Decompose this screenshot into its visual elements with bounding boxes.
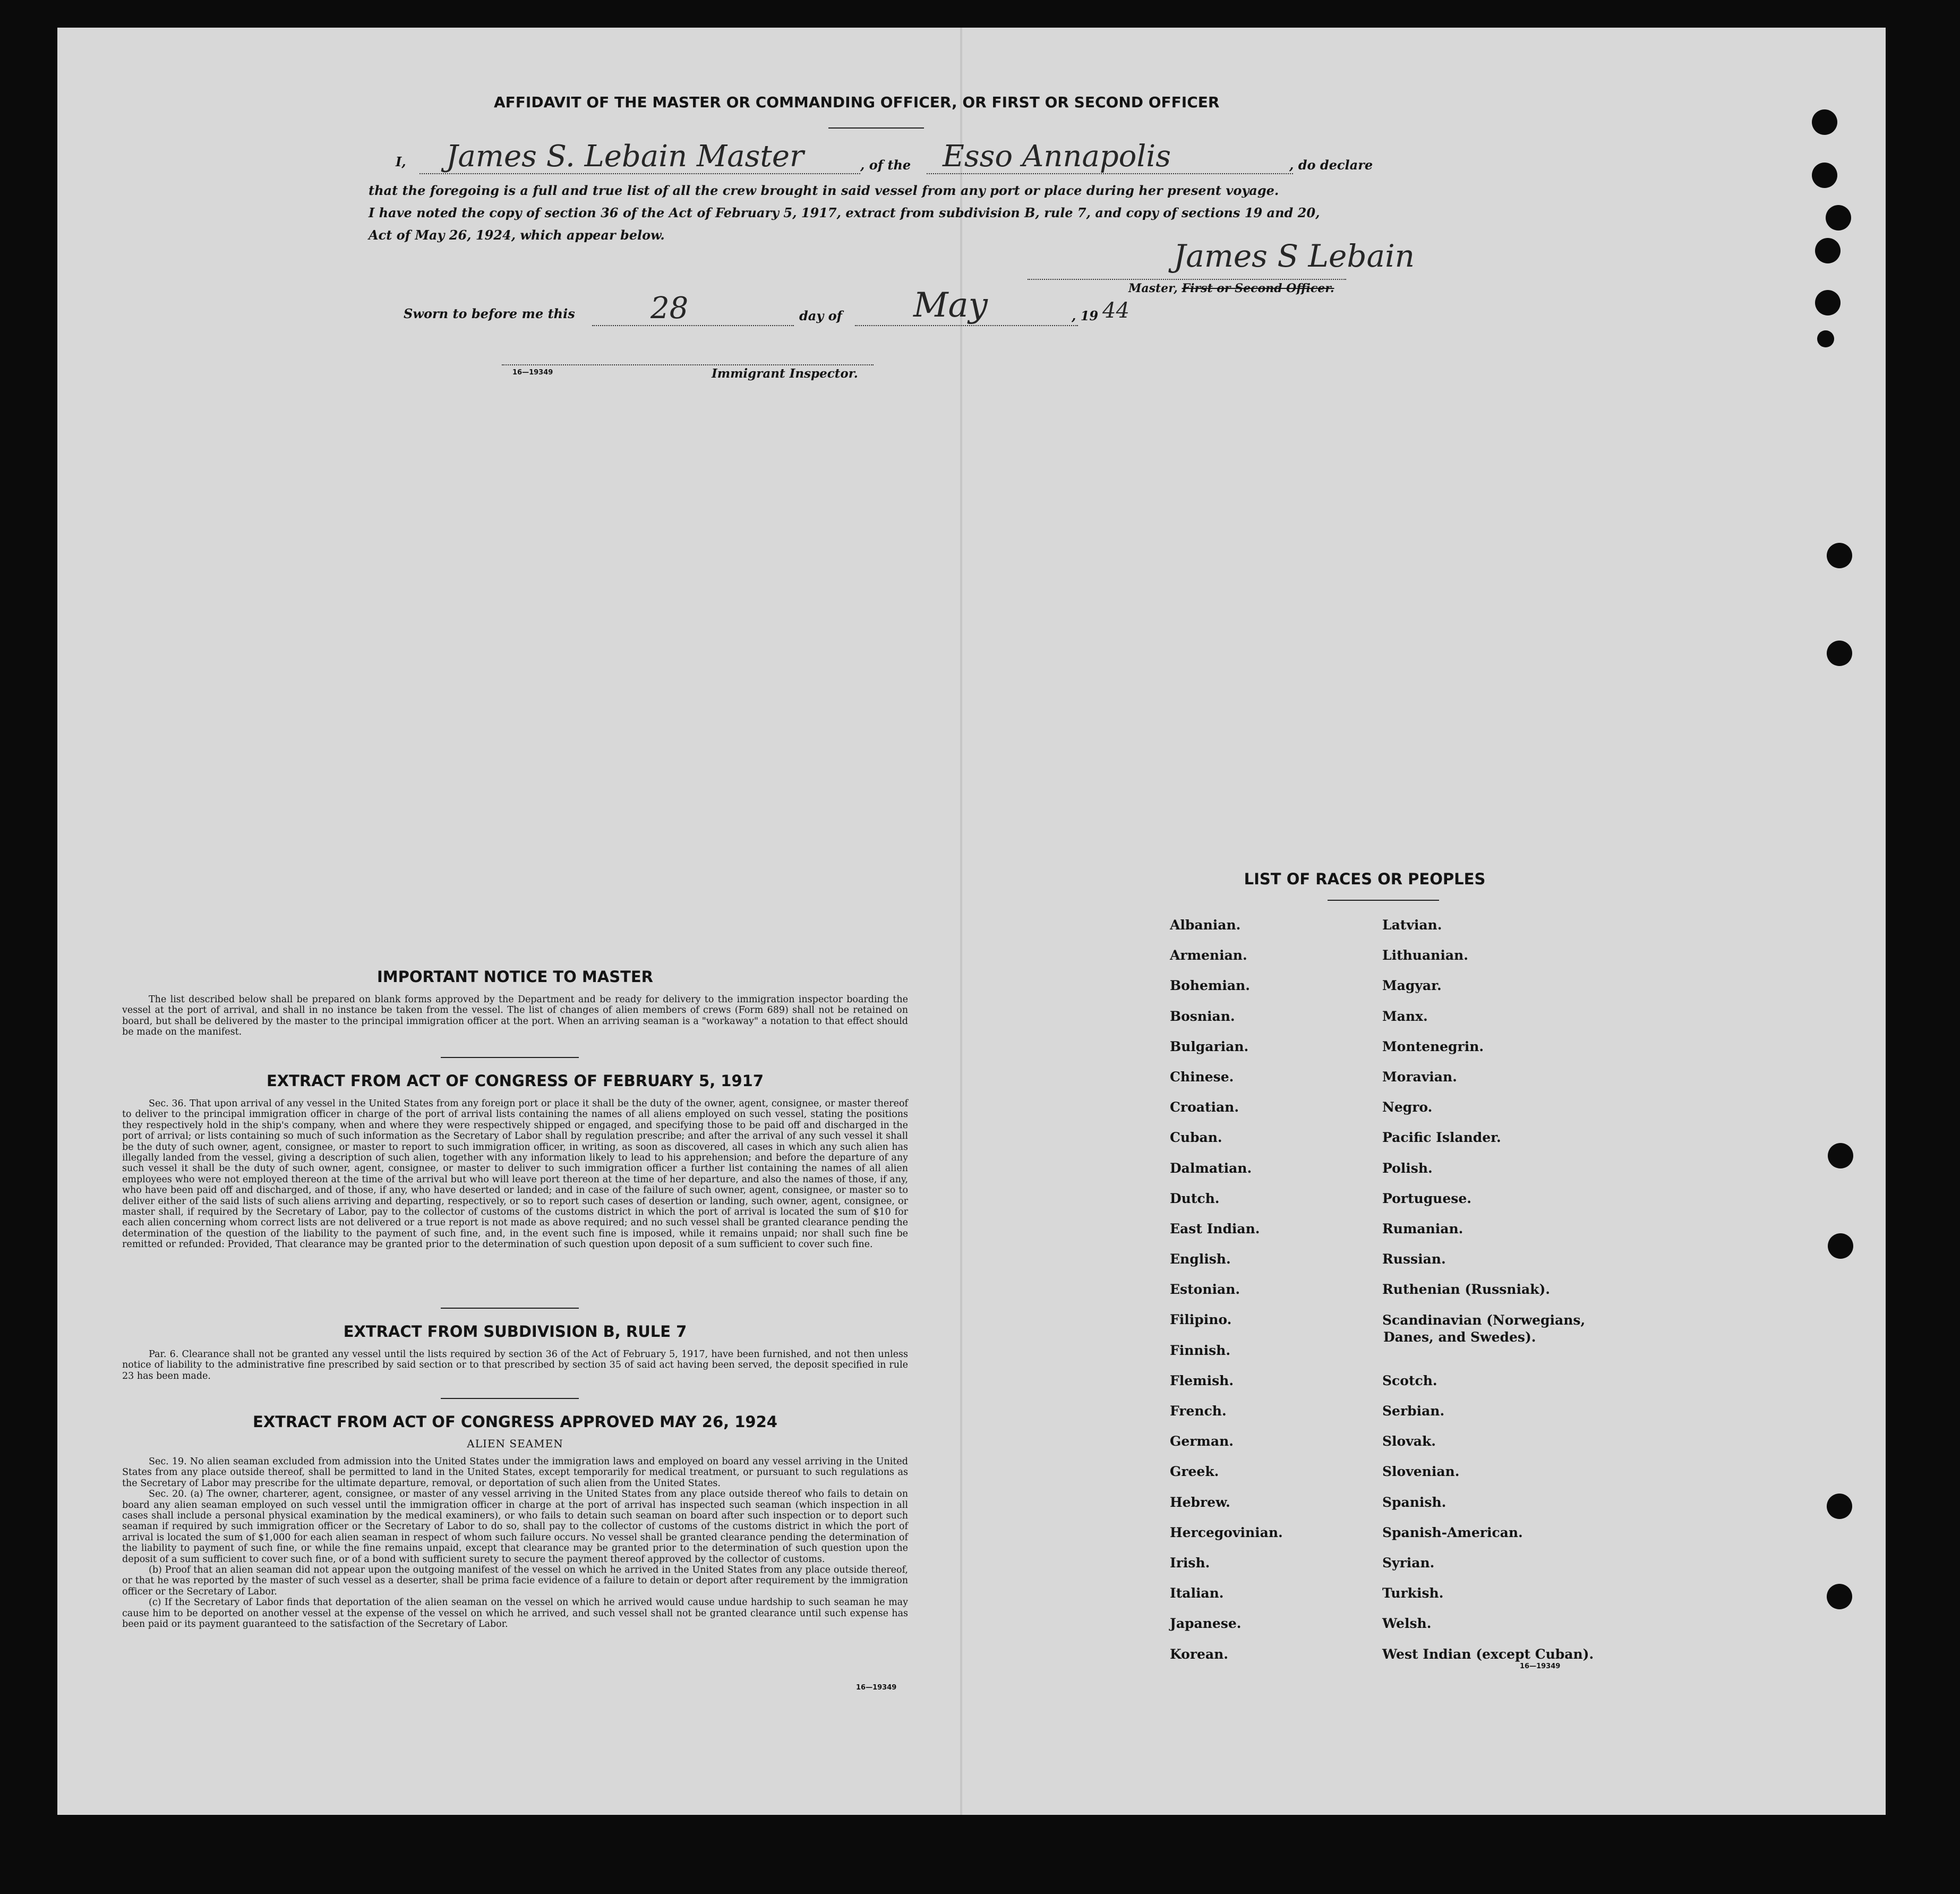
race-item: Magyar. [1382, 978, 1442, 994]
sworn-month-handwritten: May [913, 286, 988, 325]
races-column-1 [1170, 917, 1283, 1677]
scandinavian-line-1: Scandinavian (Norwegians, [1382, 1312, 1586, 1328]
race-item: Albanian. [1170, 917, 1241, 933]
race-item: Syrian. [1382, 1555, 1435, 1571]
punch-hole [1812, 163, 1837, 188]
race-item: Lithuanian. [1382, 948, 1468, 963]
race-item: Negro. [1382, 1099, 1433, 1115]
punch-hole [1828, 1143, 1853, 1168]
sworn-day-handwritten: 28 [651, 291, 689, 326]
punch-hole [1815, 290, 1841, 315]
divider-3 [441, 1398, 579, 1399]
race-item: Estonian. [1170, 1282, 1240, 1298]
extract-form-number: 16—19349 [856, 1684, 897, 1692]
scandinavian-line-2: Danes, and Swedes). [1383, 1329, 1536, 1345]
notice-body [122, 994, 908, 1038]
race-item: Bulgarian. [1170, 1038, 1249, 1054]
race-item: Japanese. [1170, 1616, 1242, 1632]
title-underline [828, 127, 924, 129]
extract-rule7-title: EXTRACT FROM SUBDIVISION B, RULE 7 [343, 1323, 687, 1341]
race-item: Hercegovinian. [1170, 1524, 1283, 1540]
sworn-month-line [855, 325, 1078, 326]
punch-hole [1826, 205, 1851, 231]
punch-hole [1815, 238, 1841, 263]
signature-caption [1128, 281, 1334, 295]
race-item: Serbian. [1382, 1403, 1445, 1419]
race-item: Polish. [1382, 1160, 1433, 1176]
race-item: German. [1170, 1434, 1234, 1449]
section-20b-paragraph: (b) Proof that an alien seaman did not appear upon the outgoing manifest of the vessel on which he arrived in the United States from any place outside thereof, or that he was reported by the master of such vessel as a deserter, shall be prima facie evidence of a failure to detain or deport after requirement by the immigration officer or the Secretary of Labor. [122, 1565, 908, 1597]
affidavit-title: AFFIDAVIT OF THE MASTER OR COMMANDING OFFICER, OR FIRST OR SECOND OFFICER [494, 93, 1220, 111]
of-the-label: , of the [860, 157, 911, 173]
section-36-paragraph: Sec. 36. That upon arrival of any vessel in the United States from any foreign port or place it shall be the duty of the owner, agent, consignee, or master thereof to deliver to the principal immigration officer in charge of the port of arrival lists containing the names of all aliens employed on such vessel, stating the positions they respectively hold in the ship's company, when and where they were respectively shipped or engaged, and specifying those to be paid off and discharged in the port of arrival; or lists containing so much of such information as the Secretary of Labor shall by regulation prescribe; and after the arrival of any such vessel it shall be the duty of such owner, agent, consignee, or master to report to such immigration officer, in writing, as soon as discovered, all cases in which any such alien has illegally landed from the vessel, giving a description of such alien, together with any information likely to lead to his apprehension; and before the departure of any such vessel it shall be the duty of such owner, agent, consignee, or master to deliver to such immigration officer a further list containing the names of all alien employees who were not employed thereon at the time of the arrival but who will leave port thereon at the time of her departure, and also the names of those, if any, who have been paid off and discharged, and of those, if any, who have deserted or landed; and in case of the failure of such owner, agent, consignee, or master so to deliver either of the said lists of such aliens arriving and departing, respectively, or so to report such cases of desertion or landing, such owner, agent, consignee, or master shall, if required by the Secretary of Labor, pay to the collector of customs of the customs district in which the port of arrival is located the sum of $10 for each alien concerning whom correct lists are not delivered or a true report is not made as above required; and no such vessel shall be granted clearance pending the determination of the question of the liability to the payment of such fine, and, in the event such fine is imposed, while it remains unpaid; nor shall such fine be remitted or refunded: Provided, That clearance may be granted prior to the determination of such question upon deposit of a sum sufficient to cover such fine. [122, 1098, 908, 1250]
year-prefix: , 19 [1072, 308, 1099, 323]
punch-hole [1827, 543, 1852, 568]
alien-seamen-subtitle: ALIEN SEAMEN [467, 1437, 563, 1450]
race-item: Slovak. [1382, 1434, 1436, 1449]
extract-1924-body [122, 1456, 908, 1630]
divider-1 [441, 1057, 579, 1058]
section-20a-paragraph: Sec. 20. (a) The owner, charterer, agent, consignee, or master of any vessel arriving in the United States from any place outside thereof who fails to detain on board any alien seaman employed on such vessel until the immigration officer in charge at the port of arrival has inspected such seaman (which inspection in all cases shall include a personal physical examination by the medical examiners), or who fails to detain such seaman on board after such inspection or to deport such seaman if required by such immigration officer or the Secretary of Labor to do so, shall pay to the collector of customs of the customs district in which the port of arrival is located the sum of $1,000 for each alien seaman in respect of whom such failure occurs. No vessel shall be granted clearance pending the determination of the liability to payment of such fine, or while the fine remains unpaid, except that clearance may be granted prior to the determination of such question upon the deposit of a sum sufficient to cover such fine, or of a bond with sufficient surety to secure the payment thereof approved by the collector of customs. [122, 1489, 908, 1565]
punch-hole [1827, 641, 1852, 666]
master-signature: James S Lebain [1174, 238, 1415, 274]
race-item: French. [1170, 1403, 1227, 1419]
race-item: Spanish-American. [1382, 1524, 1523, 1540]
race-item: East Indian. [1170, 1221, 1260, 1236]
race-item: Russian. [1382, 1251, 1446, 1267]
affidavit-line-3: I have noted the copy of section 36 of the Act of February 5, 1917, extract from subdivision B, rule 7, and copy of sections 19 and 20, [369, 205, 1320, 220]
races-title-underline [1328, 900, 1439, 901]
sworn-day-line [592, 325, 794, 326]
race-item: Cuban. [1170, 1130, 1222, 1146]
race-item: Croatian. [1170, 1099, 1239, 1115]
race-item: Italian. [1170, 1585, 1224, 1601]
race-item: Bohemian. [1170, 978, 1250, 994]
extract-1924-title: EXTRACT FROM ACT OF CONGRESS APPROVED MAY 26, 1924 [253, 1413, 777, 1431]
signature-caption-master: Master, [1128, 281, 1178, 295]
master-name-handwritten: James S. Lebain Master [446, 139, 804, 174]
affidavit-form-number: 16—19349 [512, 369, 553, 377]
affidavit-line-4: Act of May 26, 1924, which appear below. [369, 227, 665, 243]
day-of-label: day of [799, 308, 842, 323]
race-item: English. [1170, 1251, 1231, 1267]
races-title: LIST OF RACES OR PEOPLES [1244, 870, 1486, 888]
punch-hole [1828, 1233, 1853, 1259]
race-item-scandinavian [1382, 1312, 1594, 1372]
punch-hole [1817, 330, 1834, 347]
race-item: Flemish. [1170, 1372, 1234, 1388]
races-column-2 [1382, 917, 1594, 1677]
divider-2 [441, 1308, 579, 1309]
race-item: Pacific Islander. [1382, 1130, 1501, 1146]
section-19-paragraph: Sec. 19. No alien seaman excluded from admission into the United States under the immigration laws and employed on board any vessel arriving in the United States from any place outside thereof, shall be permitted to land in the United States, except temporarily for medical treatment, or pursuant to such regulations as the Secretary of Labor may prescribe for the ultimate departure, removal, or deportation of such alien from the United States. [122, 1456, 908, 1489]
affidavit-line-2: that the foregoing is a full and true list of all the crew brought in said vessel from any port or place during her present voyage. [369, 183, 1279, 198]
race-item: Manx. [1382, 1008, 1428, 1024]
race-item: Spanish. [1382, 1494, 1447, 1510]
race-item: Dalmatian. [1170, 1160, 1252, 1176]
race-item: Scotch. [1382, 1372, 1437, 1388]
race-item: Chinese. [1170, 1069, 1234, 1085]
punch-hole [1827, 1494, 1852, 1519]
race-item: Slovenian. [1382, 1464, 1460, 1480]
extract-rule7-body [122, 1349, 908, 1381]
inspector-label: Immigrant Inspector. [712, 366, 858, 381]
extract-1917-title: EXTRACT FROM ACT OF CONGRESS OF FEBRUARY 5, 1917 [266, 1072, 764, 1090]
do-declare-label: , do declare [1289, 157, 1373, 173]
notice-paragraph: The list described below shall be prepared on blank forms approved by the Department and be ready for delivery to the immigration inspector boarding the vessel at the port of arrival, and shall in no instance be taken from the vessel. The list of changes of alien members of crews (Form 689) shall not be retained on board, but shall be delivered by the master to the principal immigration officer at the port. When an arriving seaman is a "workaway" a notation to that effect should be made on the manifest. [122, 994, 908, 1038]
notice-title: IMPORTANT NOTICE TO MASTER [376, 968, 654, 986]
race-item: Turkish. [1382, 1585, 1444, 1601]
extract-1917-body [122, 1098, 908, 1250]
year-suffix-handwritten: 44 [1102, 298, 1129, 323]
punch-hole [1827, 1584, 1852, 1609]
race-item: Armenian. [1170, 948, 1247, 963]
signature-line [1028, 279, 1346, 280]
race-item: Welsh. [1382, 1616, 1432, 1632]
race-item: West Indian (except Cuban). [1382, 1646, 1594, 1662]
rule-7-paragraph: Par. 6. Clearance shall not be granted any vessel until the lists required by section 36 of the Act of February 5, 1917, have been furnished, and not then unless notice of liability to the administrative fine prescribed by said section or to that prescribed by section 35 of said act having been served, the deposit specified in rule 23 has been made. [122, 1349, 908, 1381]
race-item: Portuguese. [1382, 1190, 1471, 1206]
race-item: Montenegrin. [1382, 1038, 1484, 1054]
race-item: Dutch. [1170, 1190, 1220, 1206]
race-item: Finnish. [1170, 1342, 1231, 1358]
race-item: Korean. [1170, 1646, 1229, 1662]
race-item: Filipino. [1170, 1312, 1232, 1328]
inspector-line [502, 364, 874, 365]
race-item: Bosnian. [1170, 1008, 1235, 1024]
vessel-name-handwritten: Esso Annapolis [943, 139, 1171, 174]
punch-hole [1812, 109, 1837, 135]
race-item: Greek. [1170, 1464, 1219, 1480]
affidavit-i-label: I, [396, 154, 406, 169]
race-item: Ruthenian (Russniak). [1382, 1282, 1550, 1298]
race-item: Hebrew. [1170, 1494, 1230, 1510]
race-item: Irish. [1170, 1555, 1210, 1571]
signature-caption-struck: First or Second Officer. [1182, 281, 1334, 295]
races-form-number: 16—19349 [1520, 1662, 1561, 1670]
section-20c-paragraph: (c) If the Secretary of Labor finds that deportation of the alien seaman on the vessel on which he arrived would cause undue hardship to such seaman he may cause him to be deported on another vessel at the expense of the vessel on which he arrived, and such vessel shall not be granted clearance until such expense has been paid or its payment guaranteed to the satisfaction of the Secretary of Labor. [122, 1597, 908, 1630]
race-item: Latvian. [1382, 917, 1442, 933]
race-item: Moravian. [1382, 1069, 1457, 1085]
race-item: Rumanian. [1382, 1221, 1463, 1236]
sworn-label: Sworn to before me this [404, 306, 575, 321]
